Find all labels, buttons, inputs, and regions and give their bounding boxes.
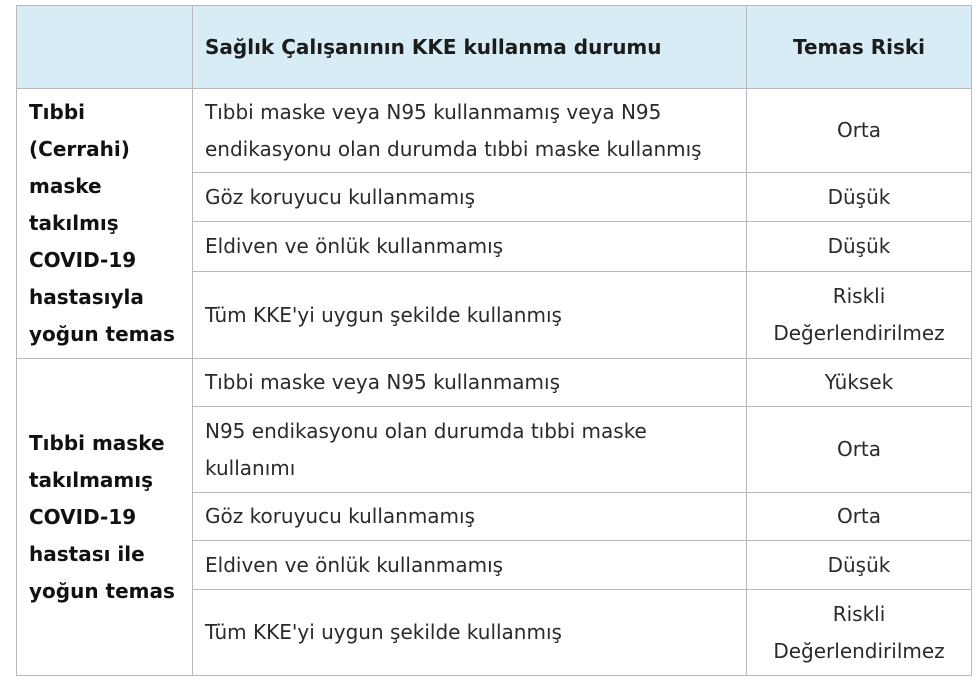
header-ppe-cell: Sağlık Çalışanının KKE kullanma durumu [193, 6, 747, 89]
risk-cell: Orta [747, 407, 972, 493]
risk-cell: Riskli Değerlendirilmez [747, 590, 972, 676]
condition-cell: Tıbbi maske veya N95 kullanmamış [193, 359, 747, 407]
table-row [17, 89, 972, 173]
risk-cell: Orta [747, 493, 972, 541]
condition-cell: Tıbbi maske veya N95 kullanmamış veya N95 endikasyonu olan durumda tıbbi maske kullanmış [193, 89, 747, 173]
risk-table [16, 5, 972, 676]
table-row [17, 359, 972, 407]
condition-cell: Göz koruyucu kullanmamış [193, 173, 747, 222]
risk-cell: Riskli Değerlendirilmez [747, 272, 972, 359]
risk-cell: Düşük [747, 541, 972, 590]
header-risk-cell: Temas Riski [747, 6, 972, 89]
condition-cell: Tüm KKE'yi uygun şekilde kullanmış [193, 590, 747, 676]
condition-cell: N95 endikasyonu olan durumda tıbbi maske kullanımı [193, 407, 747, 493]
condition-cell: Eldiven ve önlük kullanmamış [193, 222, 747, 272]
group-label: Tıbbi (Cerrahi) maske takılmış COVID-19 hastasıyla yoğun temas [17, 89, 193, 359]
risk-cell: Yüksek [747, 359, 972, 407]
header-row [17, 6, 972, 89]
condition-cell: Eldiven ve önlük kullanmamış [193, 541, 747, 590]
risk-cell: Orta [747, 89, 972, 173]
group-label: Tıbbi maske takılmamış COVID-19 hastası ile yoğun temas [17, 359, 193, 676]
risk-cell: Düşük [747, 222, 972, 272]
condition-cell: Göz koruyucu kullanmamış [193, 493, 747, 541]
risk-cell: Düşük [747, 173, 972, 222]
condition-cell: Tüm KKE'yi uygun şekilde kullanmış [193, 272, 747, 359]
header-group-cell [17, 6, 193, 89]
